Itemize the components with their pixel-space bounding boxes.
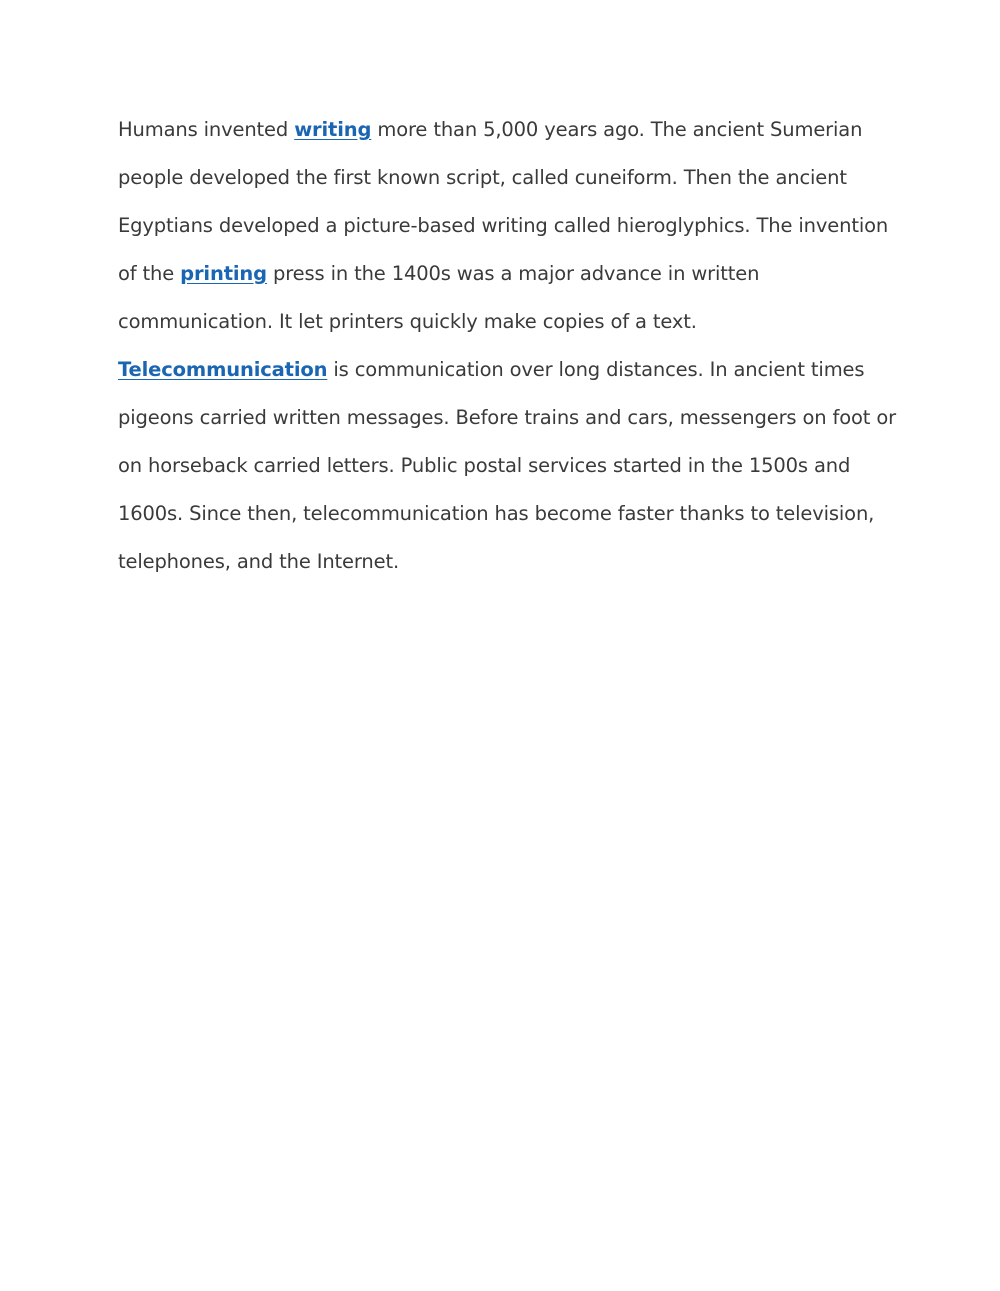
text-line: on horseback carried letters. Public postal services started in the 1500s and	[118, 454, 851, 477]
document-body	[118, 106, 898, 586]
text-segment: Humans invented	[118, 118, 295, 141]
text-segment: press in the 1400s was a major advance in written	[266, 262, 760, 285]
link-writing[interactable]: writing	[294, 118, 372, 141]
text-line: pigeons carried written messages. Before trains and cars, messengers on foot or	[118, 406, 896, 429]
text-line: telephones, and the Internet.	[118, 550, 399, 573]
text-segment: is communication over long distances. In ancient times	[327, 358, 865, 381]
link-telecommunication[interactable]: Telecommunication	[118, 358, 328, 381]
text-segment: of the	[118, 262, 181, 285]
text-line: people developed the first known script, called cuneiform. Then the ancient	[118, 166, 847, 189]
text-line: 1600s. Since then, telecommunication has become faster thanks to television,	[118, 502, 875, 525]
text-line	[118, 346, 898, 394]
text-segment: more than 5,000 years ago. The ancient Sumerian	[371, 118, 863, 141]
link-printing[interactable]: printing	[180, 262, 267, 285]
text-line: Egyptians developed a picture-based writing called hieroglyphics. The invention	[118, 214, 889, 237]
text-line: communication. It let printers quickly make copies of a text.	[118, 310, 697, 333]
paragraph-telecommunication	[118, 346, 898, 586]
paragraph-writing-history	[118, 106, 898, 346]
text-line	[118, 106, 898, 154]
text-line	[118, 250, 898, 298]
